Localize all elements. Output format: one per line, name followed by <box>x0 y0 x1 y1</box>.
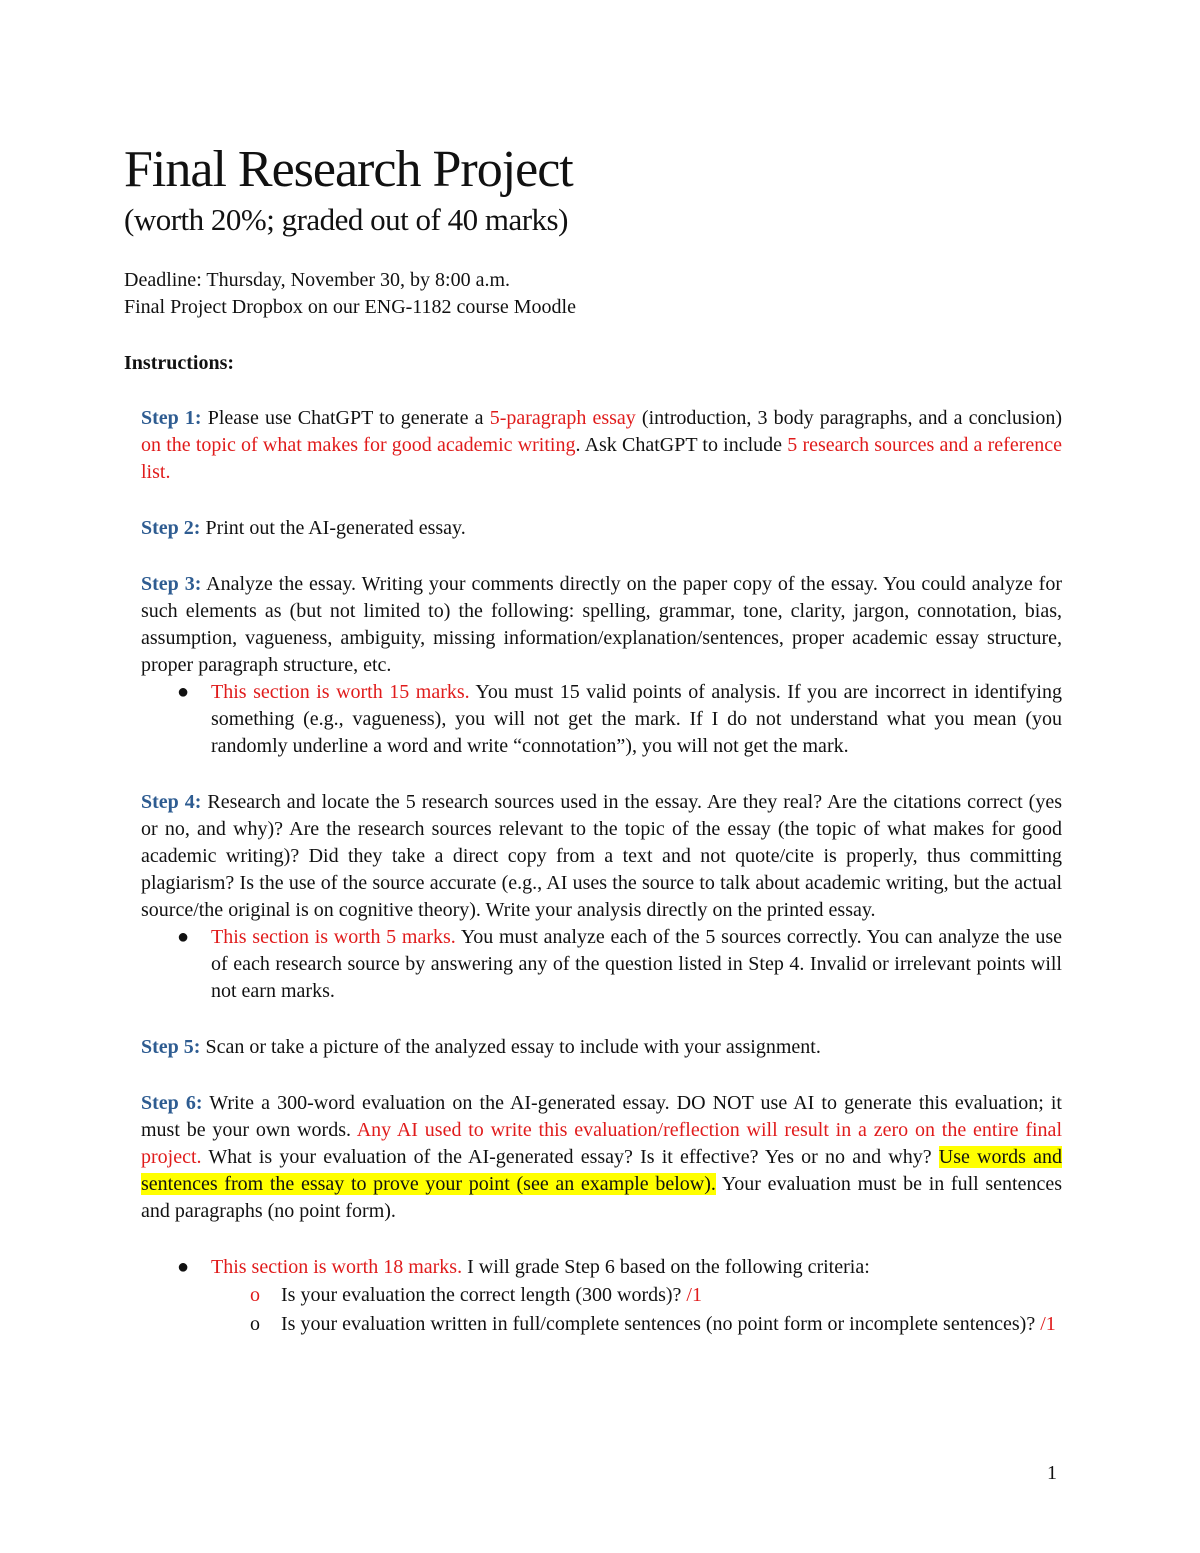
step-6-highlight: Use words and sentences from the essay to prove your point (see an example below). <box>141 1146 1062 1195</box>
marks-note: This section is worth 18 marks. <box>211 1256 463 1278</box>
step-6-label: Step 6: <box>141 1092 203 1114</box>
criteria-item <box>141 1310 1062 1339</box>
step-6-bullets <box>141 1254 1062 1281</box>
criteria-item <box>141 1281 1062 1310</box>
instructions-body <box>141 405 1062 1339</box>
step-1 <box>141 405 1062 486</box>
dropbox-text: Final Project Dropbox on our ENG-1182 course Moodle <box>124 296 576 318</box>
step-3-label: Step 3: <box>141 573 202 595</box>
step-1-emphasis-essay: 5-paragraph essay <box>489 407 636 429</box>
marks-note: This section is worth 5 marks. <box>211 926 456 948</box>
criteria-text: Is your evaluation written in full/complete sentences (no point form or incomplete sentences)? <box>281 1313 1041 1335</box>
list-item <box>141 1254 1062 1281</box>
step-6-warning: Any AI used to write this evaluation/reflection will result in a zero on the entire final project. <box>141 1119 1062 1168</box>
criteria-score: /1 <box>1040 1313 1056 1335</box>
step-4 <box>141 789 1062 924</box>
sub-bullet-icon: o <box>250 1284 260 1306</box>
bullet-text: I will grade Step 6 based on the following criteria: <box>462 1256 870 1278</box>
step-5-label: Step 5: <box>141 1036 201 1058</box>
list-item <box>141 924 1062 1005</box>
criteria-text: Is your evaluation the correct length (300 words)? <box>281 1284 687 1306</box>
page-number: 1 <box>1047 1462 1057 1484</box>
step-6 <box>141 1090 1062 1225</box>
step-3-text: Analyze the essay. Writing your comments directly on the paper copy of the essay. You could analyze for such elements as (but not limited to) the following: spelling, grammar, tone, clarity, jargon, connotation, bias, assumption, vagueness, ambiguity, missing information/explanation/sentences, proper academic essay structure, proper paragraph structure, etc. <box>141 573 1062 676</box>
step-2-text: Print out the AI-generated essay. <box>200 517 466 539</box>
step-5 <box>141 1034 1062 1061</box>
page-title: Final Research Project <box>124 141 573 198</box>
criteria-list <box>141 1281 1062 1339</box>
step-1-text: Please use ChatGPT to generate a <box>201 407 490 429</box>
bullet-icon: ● <box>177 1256 190 1278</box>
deadline-text: Deadline: Thursday, November 30, by 8:00 a.m. <box>124 269 511 291</box>
marks-note: This section is worth 15 marks. <box>211 681 470 703</box>
step-1-emphasis-topic: on the topic of what makes for good academic writing <box>141 434 576 456</box>
submission-info <box>124 267 576 321</box>
step-3 <box>141 571 1062 679</box>
sub-bullet-icon: o <box>250 1313 260 1335</box>
step-4-text: Research and locate the 5 research sources used in the essay. Are they real? Are the citations correct (yes or no, and why)? Are the research sources relevant to the topic of the essay (the topic of what makes for good academic writing)? Did they take a direct copy from a text and not quote/cite is properly, thus committing plagiarism? Is the use of the source accurate (e.g., AI uses the source to talk about academic writing, but the actual source/the original is on cognitive theory). Write your analysis directly on the printed essay. <box>141 791 1062 921</box>
step-2 <box>141 515 1062 542</box>
step-5-text: Scan or take a picture of the analyzed essay to include with your assignment. <box>200 1036 821 1058</box>
instructions-heading: Instructions: <box>124 352 235 374</box>
step-2-label: Step 2: <box>141 517 201 539</box>
step-4-label: Step 4: <box>141 791 202 813</box>
list-item <box>141 679 1062 760</box>
bullet-text: You must 15 valid points of analysis. If you are incorrect in identifying something (e.g., vagueness), you will not get the mark. If I do not understand what you mean (you randomly underline a word and write “connotation”), you will not get the mark. <box>211 681 1062 757</box>
step-4-bullets <box>141 924 1062 1005</box>
bullet-icon: ● <box>177 681 190 703</box>
bullet-text: You must analyze each of the 5 sources correctly. You can analyze the use of each research source by answering any of the question listed in Step 4. Invalid or irrelevant points will not earn marks. <box>211 926 1062 1002</box>
step-6-text: What is your evaluation of the AI-generated essay? Is it effective? Yes or no and why? <box>201 1146 939 1168</box>
step-3-bullets <box>141 679 1062 760</box>
criteria-score: /1 <box>686 1284 702 1306</box>
step-6-text: Your evaluation must be in full sentences and paragraphs (no point form). <box>141 1173 1062 1222</box>
step-1-text: (introduction, 3 body paragraphs, and a conclusion) <box>635 407 1062 429</box>
step-1-label: Step 1: <box>141 407 202 429</box>
step-1-text: . Ask ChatGPT to include <box>575 434 788 456</box>
page-subtitle: (worth 20%; graded out of 40 marks) <box>124 202 568 237</box>
step-6-text: Write a 300-word evaluation on the AI-generated essay. DO NOT use AI to generate this evaluation; it must be your own words. <box>141 1092 1062 1141</box>
step-1-emphasis-sources: 5 research sources and a reference list. <box>141 434 1062 483</box>
bullet-icon: ● <box>177 926 190 948</box>
